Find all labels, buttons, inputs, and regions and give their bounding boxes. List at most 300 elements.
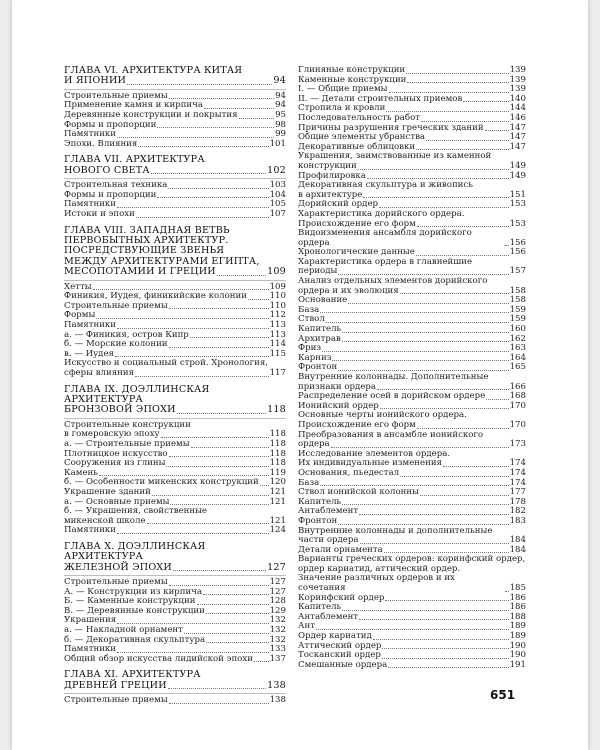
toc-entry — [298, 229, 526, 248]
toc-entry-title: I. — Общие приемы — [298, 84, 388, 95]
dot-leader — [377, 389, 509, 390]
toc-entry-title: База — [298, 304, 320, 315]
toc-entry-page: 104 — [269, 189, 286, 200]
toc-entry-title: Строительные конструкции — [64, 419, 191, 430]
book-page — [12, 0, 588, 750]
chapter-heading — [64, 226, 286, 278]
dot-leader — [248, 299, 269, 300]
toc-entry-title: сферы влияния — [64, 367, 135, 378]
toc-entry — [298, 431, 526, 441]
dot-leader — [384, 552, 509, 553]
toc-entry-title: Украшение зданий — [64, 486, 151, 497]
dot-leader — [147, 523, 269, 524]
dot-leader — [138, 146, 268, 147]
toc-entry-title: Профилировка — [298, 170, 366, 181]
toc-entry-page: 133 — [269, 644, 286, 655]
toc-entry-title: Капитель — [298, 496, 342, 507]
toc-entry-page: 95 — [275, 110, 286, 120]
toc-entry-page: 144 — [509, 103, 526, 114]
chapter-heading — [64, 542, 286, 573]
dot-leader — [206, 613, 269, 614]
toc-entry-page: 184 — [509, 544, 526, 555]
chapter-heading-line: МЕЖДУ АРХИТЕКТУРАМИ ЕГИПТА, — [64, 255, 260, 267]
chapter-heading-page: 118 — [267, 404, 286, 416]
toc-entry-title: Коринфский ордер — [298, 592, 385, 603]
dot-leader — [342, 610, 508, 611]
chapter-heading-line — [64, 267, 286, 277]
dot-leader — [239, 118, 275, 119]
toc-entry-title: Декоративные облицовки — [298, 141, 416, 152]
toc-entry-title: Происхождение его форм — [298, 218, 416, 229]
toc-entry-title: Ордер кариатид — [298, 631, 372, 642]
dot-leader — [382, 658, 509, 659]
toc-entry-title: Основные черты ионийского ордера. — [298, 410, 467, 421]
toc-entry-page: 156 — [509, 237, 526, 248]
dot-leader — [416, 149, 508, 150]
dot-leader — [169, 347, 269, 348]
toc-entry-page: 184 — [509, 535, 526, 546]
dot-leader — [379, 207, 509, 208]
toc-entry-title: а. — Накладной орнамент — [64, 625, 183, 636]
toc-entry-title: Декоративная скульптура и живопись — [298, 180, 473, 191]
toc-entry-page: 159 — [509, 304, 526, 315]
dot-leader — [206, 642, 269, 643]
dot-leader — [505, 245, 509, 246]
toc-left-column — [64, 66, 286, 706]
dot-leader — [421, 121, 509, 122]
toc-entry-page: 99 — [275, 129, 286, 140]
dot-leader — [93, 289, 269, 290]
toc-entry-title: микенской школе — [64, 515, 146, 526]
toc-entry-title: в гомеровскую эпоху — [64, 429, 160, 440]
toc-entry-title: Памятники — [64, 525, 117, 536]
toc-entry-page: 120 — [269, 477, 286, 488]
toc-entry — [64, 526, 286, 536]
toc-entry-title: Общие элементы убранства — [298, 132, 426, 143]
toc-entry-title: периоды — [298, 266, 338, 277]
dot-leader — [342, 504, 508, 505]
dot-leader — [217, 275, 266, 276]
toc-entry-title: Хетты — [64, 281, 92, 292]
toc-entry-title: Стропила и кровли — [298, 103, 386, 114]
dot-leader — [204, 108, 274, 109]
toc-entry-page: 124 — [269, 525, 286, 536]
heading-divider — [64, 89, 286, 90]
dot-leader — [443, 466, 509, 467]
toc-entry-title: Происхождение его форм — [298, 419, 416, 430]
dot-leader — [359, 619, 509, 620]
toc-entry-page: 132 — [269, 615, 286, 626]
toc-entry-title: ордера и их эволюция — [298, 285, 399, 296]
dot-leader — [463, 101, 508, 102]
dot-leader — [169, 703, 269, 704]
toc-entry — [298, 469, 526, 479]
toc-entry-title: Памятники — [64, 319, 117, 330]
heading-divider — [64, 418, 286, 419]
toc-entry-page: 101 — [269, 138, 286, 149]
toc-entry-page: 190 — [509, 650, 526, 661]
toc-entry-title: конструкции — [298, 160, 357, 171]
toc-entry — [298, 335, 526, 345]
chapter-heading-line — [64, 681, 286, 691]
toc-entry-page: 174 — [509, 458, 526, 469]
dot-leader — [157, 197, 268, 198]
dot-leader — [320, 312, 508, 313]
toc-entry-title: Строительные приемы — [64, 577, 168, 588]
toc-entry — [64, 655, 286, 665]
toc-entry-title: Антаблемент — [298, 506, 359, 517]
heading-divider — [64, 575, 286, 576]
dot-leader — [168, 188, 268, 189]
toc-entry-title: Значение различных ордеров и их сочетания — [298, 573, 455, 594]
chapter-heading-line — [64, 166, 286, 176]
toc-entry-page: 103 — [269, 180, 286, 191]
toc-entry-title: Ствол ионийской колонны — [298, 487, 419, 498]
chapter-heading — [64, 385, 286, 416]
dot-leader — [169, 456, 269, 457]
dot-leader — [342, 332, 508, 333]
dot-leader — [169, 308, 269, 309]
chapter-heading-line — [64, 76, 286, 86]
dot-leader — [117, 623, 268, 624]
dot-leader — [385, 600, 508, 601]
toc-entry-title: а. — Строительные приемы — [64, 438, 190, 449]
toc-entry-page: 110 — [269, 291, 286, 302]
toc-entry-page: 118 — [269, 448, 286, 459]
toc-entry-page: 132 — [269, 634, 286, 645]
toc-entry-title: Сооружения из глины — [64, 458, 166, 469]
toc-entry-title: Детали орнамента — [298, 544, 383, 555]
dot-leader — [157, 127, 274, 128]
toc-entry-title: Капитель — [298, 324, 342, 335]
toc-entry-page: 121 — [269, 515, 286, 526]
heading-divider — [64, 693, 286, 694]
toc-entry-page: 158 — [509, 295, 526, 306]
dot-leader — [117, 328, 269, 329]
dot-leader — [322, 351, 509, 352]
toc-entry-title: Глиняные конструкции — [298, 65, 406, 75]
dot-leader — [486, 399, 508, 400]
toc-entry-page: 98 — [275, 119, 286, 130]
toc-entry-page: 174 — [509, 467, 526, 478]
dot-leader — [338, 524, 508, 525]
toc-entry-page: 105 — [269, 199, 286, 210]
toc-entry-title: База — [298, 477, 320, 488]
toc-entry-page: 162 — [509, 333, 526, 344]
toc-entry-page: 139 — [509, 84, 526, 95]
dot-leader — [360, 543, 509, 544]
dot-leader — [326, 322, 509, 323]
chapter-heading-text: И ЯПОНИИ — [64, 75, 127, 87]
dot-leader — [117, 652, 269, 653]
toc-entry-page: 166 — [509, 381, 526, 392]
chapter-heading-text: ЖЕЛЕЗНОЙ ЭПОХИ — [64, 561, 172, 573]
toc-entry-page: 185 — [509, 583, 526, 594]
dot-leader — [190, 337, 269, 338]
dot-leader — [177, 413, 266, 414]
toc-entry-title: Их индивидуальные изменения — [298, 458, 442, 469]
toc-entry-title: а. — Основные приемы — [64, 496, 170, 507]
dot-leader — [260, 485, 269, 486]
dot-leader — [332, 360, 508, 361]
dot-leader — [417, 226, 509, 227]
toc-entry-page: 177 — [509, 487, 526, 498]
toc-entry-title: Карниз — [298, 352, 332, 363]
toc-entry-page: 110 — [269, 300, 286, 311]
dot-leader — [191, 447, 269, 448]
toc-entry-title: Архитрав — [298, 333, 341, 344]
toc-entry-page: 183 — [509, 515, 526, 526]
toc-entry-title: Ант — [298, 621, 315, 632]
chapter-heading-line — [64, 405, 286, 415]
toc-entry-title: Строительные приемы — [64, 90, 168, 101]
toc-entry-page: 121 — [269, 496, 286, 507]
toc-entry-page: 149 — [509, 160, 526, 171]
toc-entry-title: в. — Иудея — [64, 348, 114, 359]
toc-entry-title: Исследование элементов ордера. — [298, 448, 451, 459]
toc-entry-page: 186 — [509, 602, 526, 613]
toc-entry-title: Капитель — [298, 602, 342, 613]
toc-entry-title: Фриз — [298, 343, 322, 354]
dot-leader — [416, 255, 509, 256]
toc-entry-page: 94 — [275, 100, 286, 111]
dot-leader — [320, 485, 508, 486]
toc-entry — [64, 369, 286, 379]
toc-entry-title: Искусство и социальный строй. Хронология, — [64, 358, 268, 369]
toc-entry-title: В. — Деревянные конструкции — [64, 605, 205, 616]
chapter-heading-text: ДРЕВНЕЙ ГРЕЦИИ — [64, 679, 167, 691]
toc-entry-page: 118 — [269, 458, 286, 469]
toc-entry-page: 151 — [509, 189, 526, 200]
toc-entry-title: Украшения, заимствованные из каменной — [298, 151, 492, 162]
toc-entry-page: 127 — [269, 586, 286, 597]
toc-entry-page: 170 — [509, 419, 526, 430]
toc-right-column — [298, 66, 526, 670]
dot-leader — [342, 341, 509, 342]
toc-entry-page: 140 — [509, 93, 526, 104]
toc-entry-page: 191 — [509, 659, 526, 670]
toc-entry-title: б. — Морские колонии — [64, 339, 168, 350]
toc-entry-title: ордер кариатид, аттический ордер. — [298, 563, 461, 574]
chapter-heading-page: 102 — [267, 164, 286, 176]
toc-entry-page: 153 — [509, 218, 526, 229]
toc-entry-title: Формы и пропорции — [64, 189, 157, 200]
toc-entry — [298, 661, 526, 671]
toc-entry-title: Хронологические данные — [298, 247, 415, 258]
toc-entry-page: 129 — [269, 605, 286, 616]
toc-entry-title: Внутренние колоннады. Дополнительные — [298, 372, 489, 382]
toc-entry-page: 178 — [509, 496, 526, 507]
toc-entry-title: Формы и пропорции — [64, 119, 157, 130]
toc-entry-page: 149 — [509, 170, 526, 181]
dot-leader — [331, 447, 509, 448]
toc-entry-page: 190 — [509, 640, 526, 651]
toc-entry — [298, 306, 526, 316]
chapter-heading-line: ПОСРЕДСТВУЮЩИЕ ЗВЕНЬЯ — [64, 245, 225, 257]
toc-entry-page: 109 — [269, 281, 286, 292]
dot-leader — [406, 73, 508, 74]
toc-entry-title: Плотницкое искусство — [64, 448, 168, 459]
dot-leader — [136, 217, 269, 218]
toc-entry-title: части ордера — [298, 535, 359, 546]
toc-entry-page: 114 — [269, 339, 286, 350]
dot-leader — [161, 437, 269, 438]
toc-entry-page: 128 — [269, 596, 286, 607]
toc-entry-title: Фронтон — [298, 362, 338, 373]
toc-entry-page: 147 — [509, 132, 526, 143]
toc-entry — [298, 574, 526, 593]
dot-leader — [389, 92, 509, 93]
toc-entry-title: Общий обзор искусства лидийской эпохи — [64, 653, 253, 664]
toc-entry-title: Последовательность работ — [298, 112, 421, 123]
toc-entry-page: 139 — [509, 74, 526, 85]
chapter-heading-page: 138 — [267, 679, 286, 691]
toc-entry-title: Эпохи. Влияния — [64, 138, 138, 149]
toc-entry-title: Украшения — [64, 615, 117, 626]
dot-leader — [117, 207, 269, 208]
toc-entry-title: Применение камня и кирпича — [64, 100, 203, 111]
toc-entry-title: А. — Конструкции из кирпича — [64, 586, 203, 597]
toc-entry-title: Строительные приемы — [64, 695, 168, 706]
toc-entry-title: Ионийский ордер — [298, 400, 379, 411]
heading-divider — [64, 280, 286, 281]
dot-leader — [168, 688, 266, 689]
chapter-heading — [64, 66, 286, 87]
toc-entry — [64, 302, 286, 312]
toc-entry-title: Строительные приемы — [64, 300, 168, 311]
toc-entry-page: 138 — [269, 695, 286, 706]
dot-leader — [169, 98, 274, 99]
chapter-heading-page: 127 — [267, 561, 286, 573]
toc-entry-title: Ствол — [298, 314, 325, 325]
chapter-heading-line: ГЛАВА XI. АРХИТЕКТУРА — [64, 669, 201, 681]
toc-entry-page: 119 — [269, 467, 286, 478]
dot-leader — [184, 633, 269, 634]
toc-entry-title: Тосканский ордер — [298, 650, 381, 661]
chapter-heading-page: 109 — [267, 266, 286, 278]
toc-entry-page: 186 — [509, 592, 526, 603]
toc-entry-page: 107 — [269, 208, 286, 219]
chapter-heading-line: ГЛАВА VII. АРХИТЕКТУРА — [64, 154, 205, 166]
toc-entry-title: а. — Финикия, остров Кипр — [64, 329, 189, 340]
dot-leader — [169, 585, 269, 586]
dot-leader — [358, 169, 509, 170]
toc-entry-title: Анализ отдельных элементов дорийского — [298, 276, 488, 287]
dot-leader — [151, 173, 266, 174]
dot-leader — [338, 274, 508, 275]
dot-leader — [96, 318, 268, 319]
toc-entry-page: 173 — [509, 439, 526, 450]
toc-entry-page: 94 — [275, 90, 286, 101]
dot-leader — [505, 591, 509, 592]
dot-leader — [203, 594, 269, 595]
dot-leader — [170, 504, 268, 505]
toc-entry-title: Основания, пьедестал — [298, 467, 400, 478]
toc-entry-title: б. — Декоративная скульптура — [64, 634, 206, 645]
toc-entry-page: 147 — [509, 122, 526, 133]
chapter-heading-line: ПЕРВОБЫТНЫХ АРХИТЕКТУР. — [64, 234, 229, 246]
toc-entry-page: 158 — [509, 285, 526, 296]
toc-entry-title: Характеристика дорийского ордера. — [298, 208, 465, 219]
toc-entry-title: Видоизменения ансамбля дорийского ордера — [298, 228, 472, 248]
dot-leader — [426, 140, 509, 141]
toc-entry-title: Памятники — [64, 644, 117, 655]
toc-entry-title: Памятники — [64, 199, 117, 210]
toc-entry-page: 127 — [269, 577, 286, 588]
toc-entry-title: б. — Украшения, свойственные — [64, 506, 208, 517]
chapter-heading-line: ГЛАВА VI. АРХИТЕКТУРА КИТАЯ — [64, 65, 243, 76]
toc-entry-title: Камень — [64, 467, 98, 478]
toc-entry-page: 189 — [509, 621, 526, 632]
toc-entry-title: Формы — [64, 310, 96, 321]
dot-leader — [115, 356, 269, 357]
toc-entry-title: II. — Детали строительных приемов — [298, 93, 463, 104]
toc-entry-page: 117 — [269, 367, 286, 378]
toc-entry — [64, 140, 286, 150]
toc-entry-title: ордера — [298, 439, 330, 450]
dot-leader — [135, 376, 269, 377]
toc-entry-page: 115 — [269, 348, 286, 359]
chapter-heading-line — [64, 563, 286, 573]
toc-entry-page: 182 — [509, 506, 526, 517]
toc-entry-title: Строительная техника — [64, 180, 168, 191]
chapter-heading-text: НОВОГО СВЕТА — [64, 164, 150, 176]
toc-entry-title: Распределение осей в дорийском ордере — [298, 391, 486, 402]
toc-entry — [64, 210, 286, 220]
toc-entry-page: 147 — [509, 141, 526, 152]
dot-leader — [420, 495, 509, 496]
toc-entry-title: Аттический ордер — [298, 640, 382, 651]
toc-entry — [64, 696, 286, 706]
dot-leader — [166, 466, 268, 467]
toc-entry-page: 157 — [509, 266, 526, 277]
toc-entry-title: б. — Особенности микенских конструкций — [64, 477, 259, 488]
dot-leader — [338, 370, 508, 371]
toc-entry-title: Каменные конструкции — [298, 74, 407, 85]
toc-entry-page: 160 — [509, 324, 526, 335]
toc-entry-title: признаки ордера — [298, 381, 377, 392]
toc-entry-title: Смешанные ордера — [298, 659, 388, 670]
dot-leader — [417, 428, 509, 429]
dot-leader — [400, 293, 509, 294]
dot-leader — [363, 197, 508, 198]
chapter-heading-line: ГЛАВА IX. ДОЭЛЛИНСКАЯ АРХИТЕКТУРА — [64, 383, 210, 405]
dot-leader — [380, 408, 509, 409]
chapter-heading-line: ГЛАВА VIII. ЗАПАДНАЯ ВЕТВЬ — [64, 224, 230, 236]
toc-entry-page: 165 — [509, 362, 526, 373]
toc-entry-page: 170 — [509, 400, 526, 411]
dot-leader — [359, 514, 509, 515]
dot-leader — [173, 570, 266, 571]
toc-entry-page: 188 — [509, 611, 526, 622]
toc-entry-page: 137 — [269, 653, 286, 664]
toc-entry-title: Истоки и эпохи — [64, 208, 135, 219]
toc-entry — [298, 344, 526, 354]
dot-leader — [117, 137, 274, 138]
dot-leader — [348, 303, 508, 304]
toc-entry-title: Фронтон — [298, 515, 338, 526]
toc-entry-title: Дорийский ордер — [298, 199, 379, 210]
toc-entry-page: 153 — [509, 199, 526, 210]
chapter-heading-text: МЕСОПОТАМИИ И ГРЕЦИИ — [64, 266, 216, 278]
chapter-heading — [64, 155, 286, 176]
toc-entry — [298, 613, 526, 623]
toc-entry-page: 112 — [269, 310, 286, 321]
heading-divider — [64, 178, 286, 179]
dot-leader — [316, 629, 509, 630]
dot-leader — [485, 130, 509, 131]
toc-entry-title: Характеристика ордера в главнейшие — [298, 256, 473, 267]
